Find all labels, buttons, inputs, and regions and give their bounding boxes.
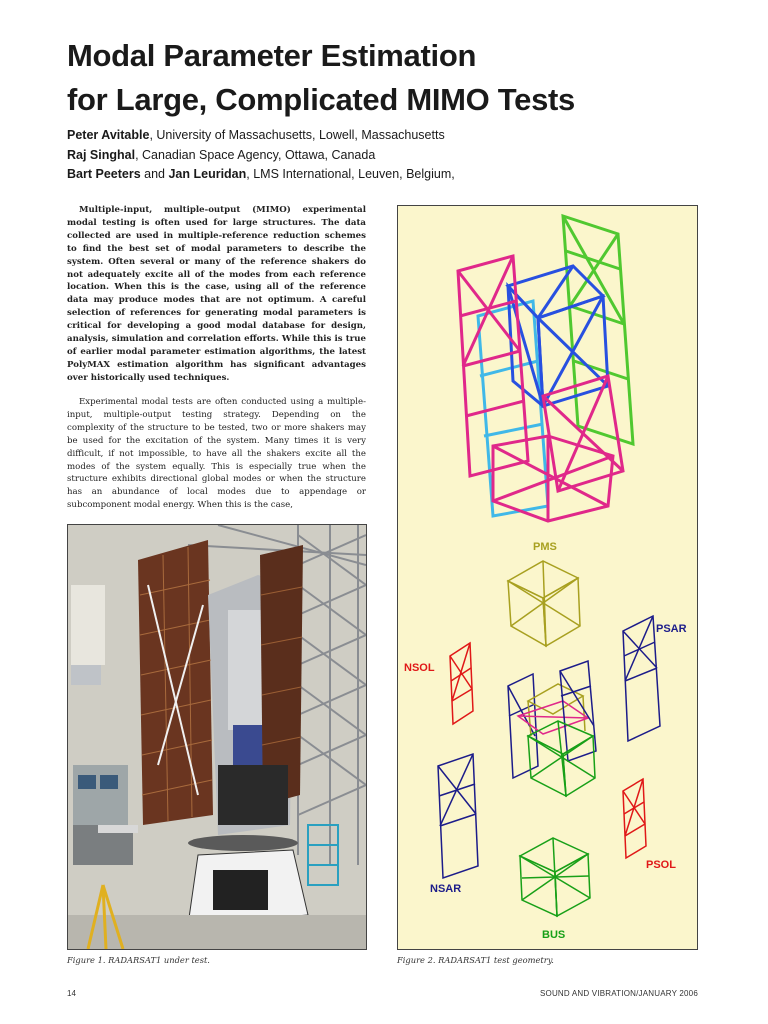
author-list xyxy=(67,126,707,185)
author-name: Bart Peeters xyxy=(67,167,141,181)
body-paragraph: Experimental modal tests are often conducted using a multiple-input, multiple-output testing strategy. Depending on the complexity of the structure to be tested, two or more shakers may be used for the excitation of the system. Many times it is very difficult, if not impossible, to have all the shakers excite all the modes of the system equally. This is especially true when the structure exhibits directional global modes or when the structure has an abundance of local modes due to appendage or subcomponent modal energy. When this is the case, xyxy=(67,397,366,511)
geometry-wireframe xyxy=(398,206,697,949)
nsol-wireframe xyxy=(450,643,473,724)
psol-wireframe xyxy=(623,779,646,858)
nsar-wireframe xyxy=(438,754,478,878)
title-line-1: Modal Parameter Estimation xyxy=(67,38,477,73)
label-nsar: NSAR xyxy=(430,883,462,895)
author-affiliation: , University of Massachusetts, Lowell, Massachusetts xyxy=(149,128,445,142)
abstract: Multiple-input, multiple-output (MIMO) experimental modal testing is often used for large structures. The data collected are used in multiple-reference reduction schemes to find the best set of modal parameters to describe the system. Often several or many of the reference shakers do not adequately excite all of the modes from each reference location. When this is the case, using all of the reference data may produce modes that are not optimum. A careful selection of references for generating modal parameters is critical for developing a good modal database for design, analysis, simulation and correlation efforts. While this is true of earlier modal parameter estimation algorithms, the latest PolyMAX estimation algorithm has significant advantages over historically used techniques. xyxy=(67,205,366,383)
label-bus: BUS xyxy=(542,929,566,941)
page-number: 14 xyxy=(67,989,76,998)
satellite-photo xyxy=(68,525,366,949)
author-name: Peter Avitable xyxy=(67,128,150,142)
label-psol: PSOL xyxy=(646,859,676,871)
author-affiliation: , LMS International, Leuven, Belgium, xyxy=(246,167,455,181)
author-line-3 xyxy=(67,165,707,185)
figure-1-caption: Figure 1. RADARSAT1 under test. xyxy=(67,955,210,965)
label-psar: PSAR xyxy=(656,623,687,635)
middle-exploded xyxy=(508,661,596,796)
article-title xyxy=(67,34,707,122)
author-name: Raj Singhal xyxy=(67,147,136,162)
assembled-model xyxy=(458,216,633,521)
author-line-1 xyxy=(67,126,707,146)
label-nsol: NSOL xyxy=(404,662,435,674)
psar-wireframe xyxy=(623,616,660,741)
figure-2-geometry xyxy=(397,205,698,950)
author-line-2 xyxy=(67,146,707,166)
title-line-2: for Large, Complicated MIMO Tests xyxy=(67,82,575,117)
pms-wireframe xyxy=(508,561,580,646)
label-pms: PMS xyxy=(533,541,557,553)
figure-2-caption: Figure 2. RADARSAT1 test geometry. xyxy=(397,955,554,965)
bus-wireframe xyxy=(520,838,590,916)
figure-1-photo xyxy=(67,524,367,950)
author-connector: and xyxy=(140,167,169,181)
journal-footer: SOUND AND VIBRATION/JANUARY 2006 xyxy=(539,989,698,998)
author-name: Jan Leuridan xyxy=(168,167,247,181)
author-affiliation: , Canadian Space Agency, Ottawa, Canada xyxy=(135,147,376,162)
